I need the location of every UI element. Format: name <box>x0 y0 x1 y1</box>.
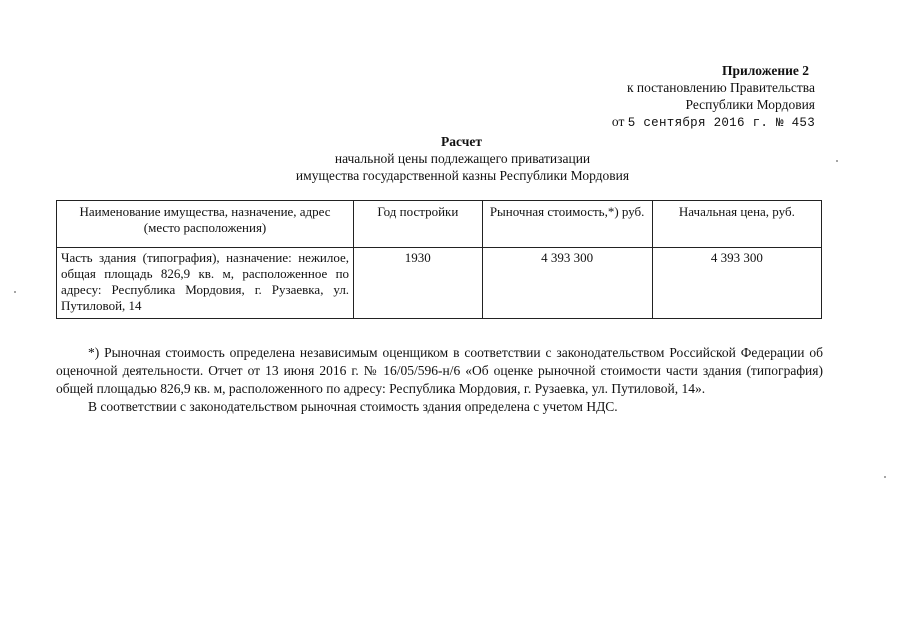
cell-market-value: 4 393 300 <box>482 248 652 319</box>
appendix-line-1: к постановлению Правительства <box>626 80 815 95</box>
appendix-date-line <box>612 113 815 132</box>
appendix-title: Приложение 2 <box>721 63 809 78</box>
price-calculation-table <box>56 200 822 319</box>
date-suffix: 2016 г. № 453 <box>705 116 815 130</box>
notes-section <box>56 344 823 416</box>
header-property-name: Наименование имущества, назначение, адрес (место расположения) <box>57 201 354 248</box>
appendix-line-2: Республики Мордовия <box>685 97 815 112</box>
date-value: 5 сентября <box>627 116 706 130</box>
footnote-market-value: *) Рыночная стоимость определена независимым оценщиком в соответствии с законодательством Российской Федерации об оценочной деятельности. Отчет от 13 июня 2016 г. № 16/05/596-н/6 «Об оценке рыночной стоимости части здания (типография) общей площадью 826,9 кв. м, расположенного по адресу: Республика Мордовия, г. Рузаевка, ул. Путиловой, 14». <box>56 345 823 396</box>
header-build-year: Год постройки <box>354 201 482 248</box>
title-subtitle-2: имущества государственной казны Республики Мордовия <box>295 168 630 183</box>
date-prefix: от <box>611 114 625 129</box>
title-main: Расчет <box>441 134 482 149</box>
header-market-value: Рыночная стоимость,*) руб. <box>482 201 652 248</box>
scan-speck <box>14 291 16 293</box>
vat-note: В соответствии с законодательством рыночная стоимость здания определена с учетом НДС. <box>88 399 618 414</box>
cell-build-year: 1930 <box>354 248 482 319</box>
table-row <box>57 248 822 319</box>
cell-start-price: 4 393 300 <box>652 248 821 319</box>
scan-speck <box>884 476 886 478</box>
table-header-row <box>57 201 822 248</box>
cell-property-name: Часть здания (типография), назначение: нежилое, общая площадь 826,9 кв. м, расположенное по адресу: Республика Мордовия, г. Рузаевка, ул. Путиловой, 14 <box>57 248 354 319</box>
appendix-header <box>612 62 815 132</box>
scan-speck <box>836 160 838 162</box>
document-title <box>0 133 905 184</box>
title-subtitle-1: начальной цены подлежащего приватизации <box>334 151 591 166</box>
header-start-price: Начальная цена, руб. <box>652 201 821 248</box>
